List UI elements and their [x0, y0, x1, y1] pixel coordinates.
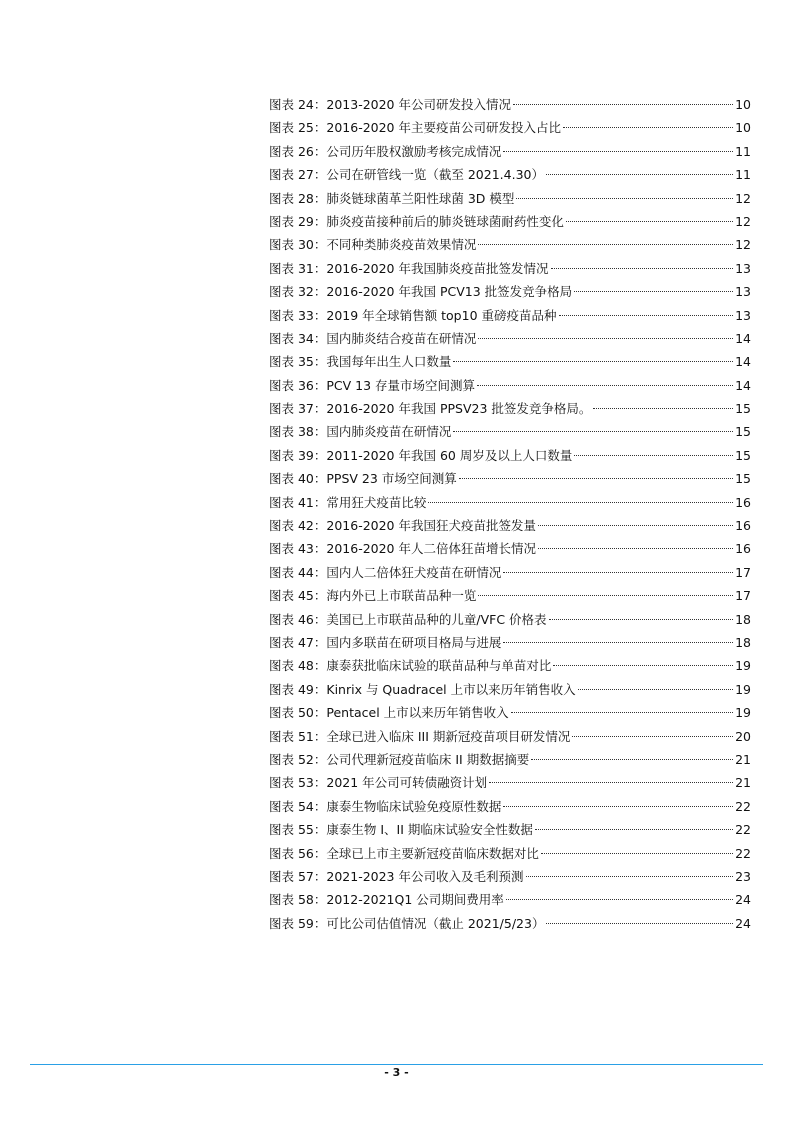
toc-entry-label: 图表 41：常用狂犬疫苗比较: [269, 494, 427, 510]
toc-entry-page: 21: [735, 751, 751, 767]
toc-entry-page: 19: [735, 705, 751, 721]
toc-leader-dots: [478, 338, 733, 339]
toc-entry[interactable]: [269, 350, 751, 373]
toc-entry-page: 19: [735, 681, 751, 697]
toc-leader-dots: [535, 829, 733, 830]
toc-entry[interactable]: [269, 631, 751, 654]
toc-entry-label: 图表 37：2016-2020 年我国 PPSV23 批签发竞争格局。: [269, 401, 592, 417]
toc-entry[interactable]: [269, 888, 751, 911]
toc-entry[interactable]: [269, 561, 751, 584]
toc-leader-dots: [478, 595, 733, 596]
toc-leader-dots: [511, 712, 733, 713]
toc-entry-page: 22: [735, 822, 751, 838]
toc-entry-page: 19: [735, 658, 751, 674]
toc-entry-label: 图表 53：2021 年公司可转债融资计划: [269, 775, 488, 791]
toc-entry-label: 图表 47：国内多联苗在研项目格局与进展: [269, 634, 502, 650]
toc-entry[interactable]: [269, 608, 751, 631]
toc-entry-label: 图表 40：PPSV 23 市场空间测算: [269, 471, 457, 487]
toc-leader-dots: [538, 525, 733, 526]
toc-entry-page: 10: [735, 97, 751, 112]
toc-entry-page: 14: [735, 377, 751, 393]
toc-entry-label: 图表 24：2013-2020 年公司研发投入情况: [269, 97, 511, 112]
toc-entry[interactable]: [269, 865, 751, 888]
toc-leader-dots: [503, 572, 733, 573]
toc-entry-label: 图表 44：国内人二倍体狂犬疫苗在研情况: [269, 564, 502, 580]
toc-entry-page: 11: [735, 143, 751, 159]
toc-entry[interactable]: [269, 842, 751, 865]
toc-entry-label: 图表 33：2019 年全球销售额 top10 重磅疫苗品种: [269, 307, 557, 323]
toc-entry-page: 13: [735, 307, 751, 323]
toc-entry[interactable]: [269, 397, 751, 420]
toc-entry-page: 11: [735, 167, 751, 183]
footer-divider: [30, 1064, 763, 1065]
toc-entry-page: 10: [735, 120, 751, 136]
toc-leader-dots: [477, 385, 733, 386]
toc-entry[interactable]: [269, 467, 751, 490]
toc-entry-page: 12: [735, 190, 751, 206]
toc-entry-label: 图表 51：全球已进入临床 III 期新冠疫苗项目研发情况: [269, 728, 571, 744]
toc-entry[interactable]: [269, 163, 751, 186]
toc-entry-label: 图表 50：Pentacel 上市以来历年销售收入: [269, 705, 509, 721]
toc-leader-dots: [563, 127, 733, 128]
toc-entry-page: 22: [735, 798, 751, 814]
toc-entry-page: 16: [735, 541, 751, 557]
toc-entry-page: 12: [735, 237, 751, 253]
toc-leader-dots: [566, 221, 733, 222]
toc-entry-label: 图表 55：康泰生物 I、II 期临床试验安全性数据: [269, 822, 533, 838]
toc-entry-page: 22: [735, 845, 751, 861]
toc-entry-page: 21: [735, 775, 751, 791]
toc-leader-dots: [546, 923, 733, 924]
toc-entry-page: 18: [735, 611, 751, 627]
toc-entry[interactable]: [269, 233, 751, 256]
toc-entry-page: 18: [735, 634, 751, 650]
toc-entry-page: 16: [735, 518, 751, 534]
toc-entry-label: 图表 56：全球已上市主要新冠疫苗临床数据对比: [269, 845, 539, 861]
toc-leader-dots: [503, 151, 733, 152]
toc-entry-page: 14: [735, 330, 751, 346]
toc-entry-label: 图表 30：不同种类肺炎疫苗效果情况: [269, 237, 477, 253]
toc-entry-page: 12: [735, 213, 751, 229]
toc-entry[interactable]: [269, 514, 751, 537]
toc-entry-page: 15: [735, 447, 751, 463]
toc-leader-dots: [551, 268, 734, 269]
toc-entry[interactable]: [269, 725, 751, 748]
toc-entry[interactable]: [269, 678, 751, 701]
toc-entry-label: 图表 28：肺炎链球菌革兰阳性球菌 3D 模型: [269, 190, 515, 206]
toc-entry[interactable]: [269, 912, 751, 935]
toc-leader-dots: [516, 198, 733, 199]
toc-entry-page: 15: [735, 471, 751, 487]
toc-entry-label: 图表 48：康泰获批临床试验的联苗品种与单苗对比: [269, 658, 552, 674]
toc-entry-label: 图表 58：2012-2021Q1 公司期间费用率: [269, 892, 504, 908]
toc-entry[interactable]: [269, 584, 751, 607]
toc-entry-page: 17: [735, 564, 751, 580]
toc-entry[interactable]: [269, 304, 751, 327]
toc-entry-label: 图表 45：海内外已上市联苗品种一览: [269, 588, 477, 604]
toc-entry[interactable]: [269, 444, 751, 467]
toc-leader-dots: [553, 665, 733, 666]
toc-entry-label: 图表 36：PCV 13 存量市场空间测算: [269, 377, 476, 393]
toc-entry-label: 图表 43：2016-2020 年人二倍体狂苗增长情况: [269, 541, 536, 557]
toc-entry-page: 15: [735, 424, 751, 440]
page-number: - 3 -: [384, 1066, 409, 1079]
toc-leader-dots: [574, 455, 733, 456]
toc-entry-page: 13: [735, 284, 751, 300]
toc-leader-dots: [428, 502, 733, 503]
toc-entry[interactable]: [269, 374, 751, 397]
toc-entry-page: 15: [735, 401, 751, 417]
toc-entry[interactable]: [269, 93, 751, 116]
toc-leader-dots: [593, 408, 733, 409]
toc-leader-dots: [538, 548, 733, 549]
toc-entry[interactable]: [269, 654, 751, 677]
toc-leader-dots: [574, 291, 733, 292]
toc-entry-label: 图表 38：国内肺炎疫苗在研情况: [269, 424, 452, 440]
toc-leader-dots: [453, 431, 733, 432]
toc-entry-label: 图表 39：2011-2020 年我国 60 周岁及以上人口数量: [269, 447, 573, 463]
toc-entry-label: 图表 54：康泰生物临床试验免疫原性数据: [269, 798, 502, 814]
toc-entry[interactable]: [269, 771, 751, 794]
toc-entry-label: 图表 35：我国每年出生人口数量: [269, 354, 452, 370]
toc-leader-dots: [531, 759, 733, 760]
toc-entry-page: 24: [735, 892, 751, 908]
toc-leader-dots: [489, 782, 733, 783]
toc-entry-label: 图表 25：2016-2020 年主要疫苗公司研发投入占比: [269, 120, 561, 136]
toc-entry-label: 图表 42：2016-2020 年我国狂犬疫苗批签发量: [269, 518, 536, 534]
toc-entry-page: 17: [735, 588, 751, 604]
table-of-figures: [269, 93, 751, 935]
toc-leader-dots: [546, 174, 733, 175]
toc-entry-page: 23: [735, 868, 751, 884]
toc-entry-label: 图表 34：国内肺炎结合疫苗在研情况: [269, 330, 477, 346]
toc-leader-dots: [459, 478, 733, 479]
toc-entry[interactable]: [269, 327, 751, 350]
toc-entry[interactable]: [269, 491, 751, 514]
toc-entry-page: 20: [735, 728, 751, 744]
toc-entry[interactable]: [269, 140, 751, 163]
toc-entry-page: 14: [735, 354, 751, 370]
toc-entry-label: 图表 49：Kinrix 与 Quadracel 上市以来历年销售收入: [269, 681, 576, 697]
toc-entry[interactable]: [269, 818, 751, 841]
toc-leader-dots: [513, 104, 733, 105]
toc-entry-label: 图表 32：2016-2020 年我国 PCV13 批签发竞争格局: [269, 284, 573, 300]
toc-entry[interactable]: [269, 280, 751, 303]
toc-entry-label: 图表 52：公司代理新冠疫苗临床 II 期数据摘要: [269, 751, 530, 767]
toc-entry[interactable]: [269, 210, 751, 233]
toc-entry[interactable]: [269, 748, 751, 771]
toc-entry-page: 13: [735, 260, 751, 276]
toc-leader-dots: [478, 244, 733, 245]
toc-entry[interactable]: [269, 257, 751, 280]
toc-entry[interactable]: [269, 537, 751, 560]
toc-leader-dots: [549, 619, 734, 620]
toc-leader-dots: [503, 806, 733, 807]
toc-entry[interactable]: [269, 187, 751, 210]
toc-entry-label: 图表 46：美国已上市联苗品种的儿童/VFC 价格表: [269, 611, 547, 627]
toc-leader-dots: [453, 361, 733, 362]
toc-entry-label: 图表 31：2016-2020 年我国肺炎疫苗批签发情况: [269, 260, 549, 276]
toc-entry[interactable]: [269, 795, 751, 818]
toc-leader-dots: [526, 876, 734, 877]
toc-entry[interactable]: [269, 116, 751, 139]
toc-leader-dots: [506, 899, 733, 900]
toc-entry-label: 图表 59：可比公司估值情况（截止 2021/5/23）: [269, 915, 545, 931]
toc-entry-label: 图表 27：公司在研管线一览（截至 2021.4.30）: [269, 167, 544, 183]
toc-entry[interactable]: [269, 420, 751, 443]
toc-entry-label: 图表 26：公司历年股权激励考核完成情况: [269, 143, 502, 159]
toc-leader-dots: [559, 315, 734, 316]
toc-leader-dots: [541, 853, 733, 854]
toc-leader-dots: [572, 736, 733, 737]
toc-entry-page: 24: [735, 915, 751, 931]
toc-entry-label: 图表 29：肺炎疫苗接种前后的肺炎链球菌耐药性变化: [269, 213, 564, 229]
toc-leader-dots: [503, 642, 733, 643]
toc-entry-label: 图表 57：2021-2023 年公司收入及毛利预测: [269, 868, 524, 884]
toc-entry[interactable]: [269, 701, 751, 724]
toc-entry-page: 16: [735, 494, 751, 510]
toc-leader-dots: [578, 689, 734, 690]
